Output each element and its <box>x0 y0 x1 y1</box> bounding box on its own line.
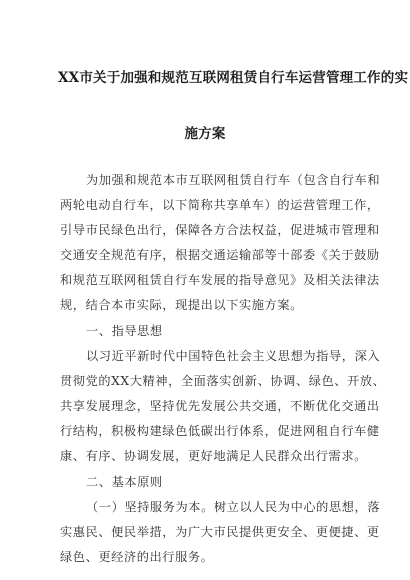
document-title-line-1: XX市关于加强和规范互联网租赁自行车运营管理工作的实 <box>58 70 409 86</box>
section-heading: 二、基本原则 <box>86 475 163 489</box>
paragraph-line: （一）坚持服务为本。树立以人民为中心的思想，落 <box>86 500 381 514</box>
paragraph-line: 为加强和规范本市互联网租赁自行车（包含自行车和 <box>86 173 381 187</box>
document-title-line-2: 施方案 <box>184 126 226 142</box>
paragraph-line: 贯彻党的XX大精神，全面落实创新、协调、绿色、开放、 <box>60 374 386 388</box>
paragraph-line: 交通安全规范有序，根据交通运输部等十部委《关于鼓励 <box>60 248 380 262</box>
paragraph-line: 共享发展理念，坚持优先发展公共交通，不断优化交通出 <box>60 399 380 413</box>
paragraph-line: 康、有序、协调发展，更好地满足人民群众出行需求。 <box>60 449 367 463</box>
paragraph-line: 和规范互联网租赁自行车发展的指导意见》及相关法律法 <box>60 273 380 287</box>
paragraph-line: 绿色、更经济的出行服务。 <box>60 550 214 564</box>
paragraph-line: 实惠民、便民举措，为广大市民提供更安全、更便捷、更 <box>60 525 380 539</box>
paragraph-line: 以习近平新时代中国特色社会主义思想为指导，深入 <box>86 349 381 363</box>
paragraph-line: 行结构，积极构建绿色低碳出行体系，促进网租自行车健 <box>60 424 380 438</box>
paragraph-line: 规，结合本市实际，现提出以下实施方案。 <box>60 298 303 312</box>
paragraph-line: 两轮电动自行车，以下简称共享单车）的运营管理工作， <box>60 198 380 212</box>
paragraph-line: 引导市民绿色出行，保障各方合法权益，促进城市管理和 <box>60 223 380 237</box>
section-heading: 一、指导思想 <box>86 324 163 338</box>
